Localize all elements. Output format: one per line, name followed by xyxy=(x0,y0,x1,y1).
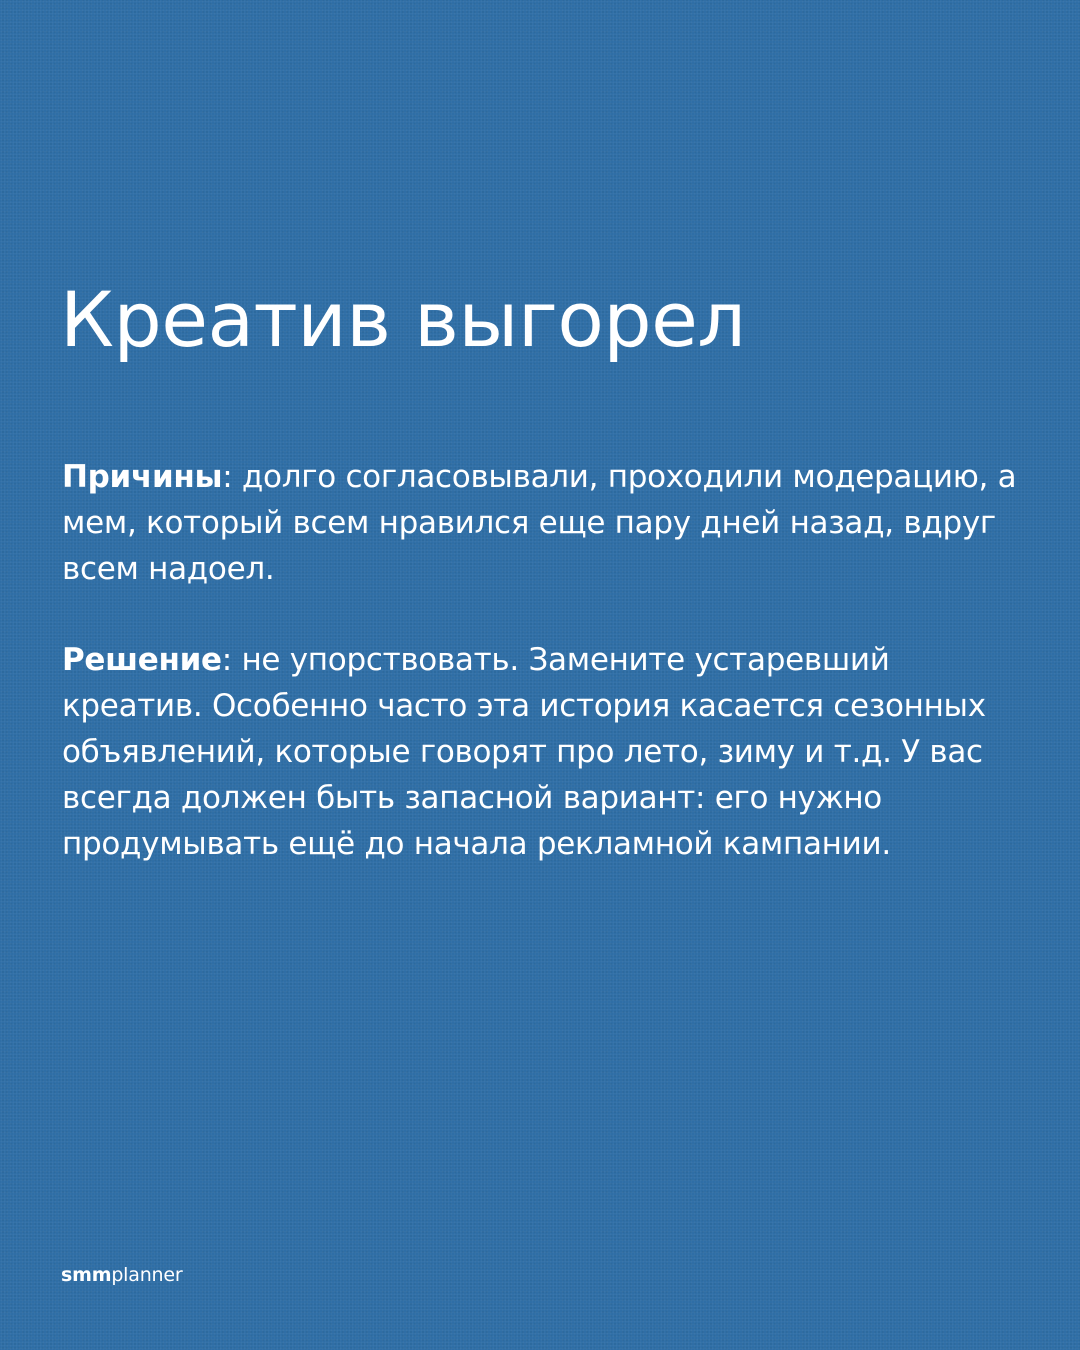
solution-paragraph xyxy=(62,637,1022,867)
brand-logo xyxy=(61,1264,182,1286)
reasons-separator: : xyxy=(222,459,242,495)
brand-logo-bold: smm xyxy=(61,1264,112,1286)
solution-separator: : xyxy=(221,642,242,678)
solution-label: Решение xyxy=(62,642,222,678)
reasons-label: Причины xyxy=(62,459,223,495)
reasons-text: долго согласовывали, проходили модерацию, а мем, который всем нравился еще пару дней назад, вдруг всем надоел. xyxy=(62,459,1017,587)
reasons-paragraph xyxy=(62,454,1022,592)
slide-title: Креатив выгорел xyxy=(60,275,746,364)
solution-text: не упорствовать. Замените устаревший креатив. Особенно часто эта история касается сезонных объявлений, которые говорят про лето, зиму и т.д. У вас всегда должен быть запасной вариант: его нужно продумывать ещё до начала рекламной кампании. xyxy=(62,642,986,862)
brand-logo-light: planner xyxy=(111,1264,183,1286)
